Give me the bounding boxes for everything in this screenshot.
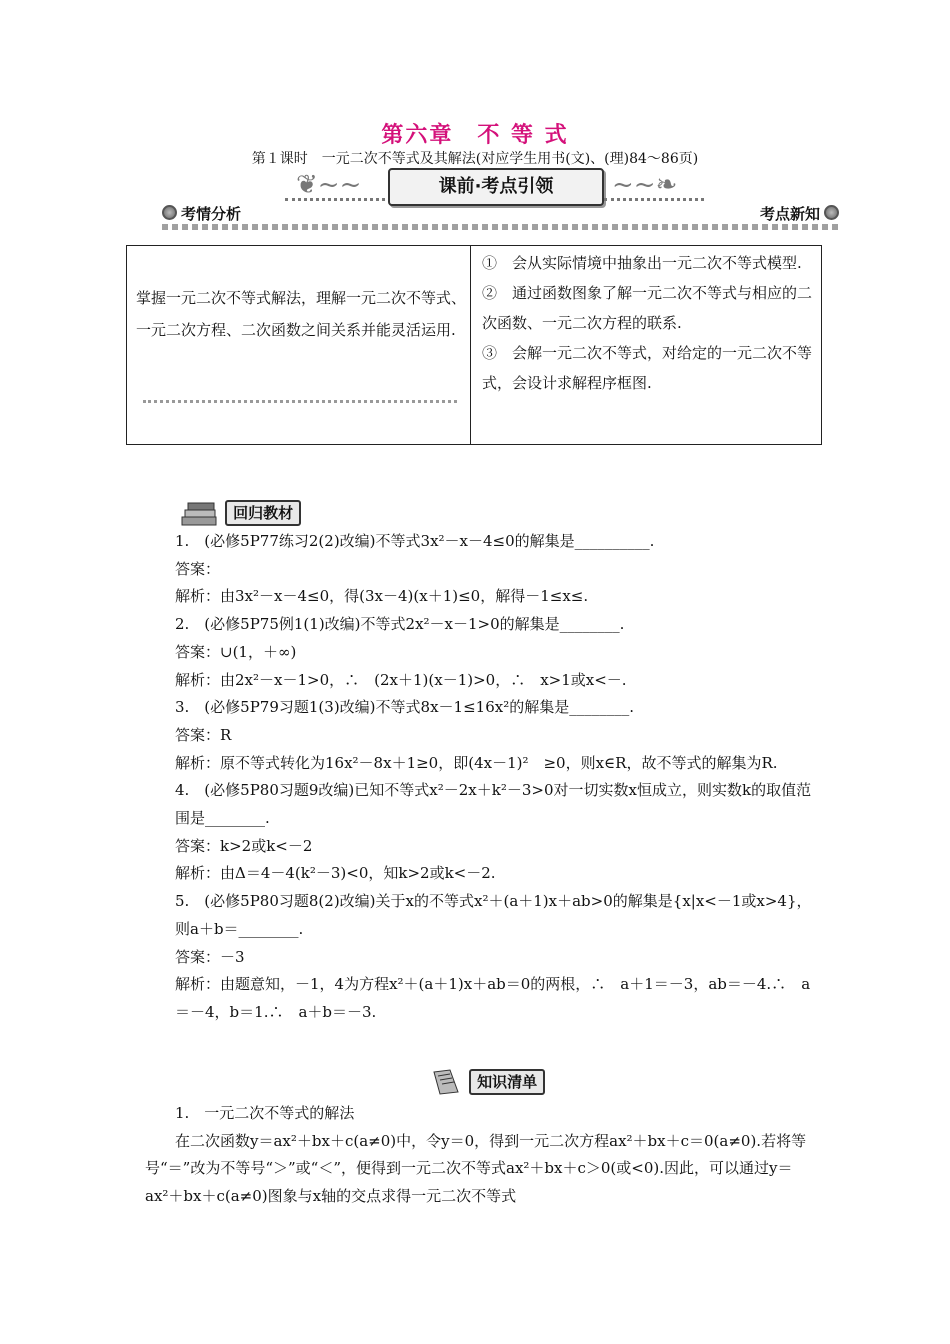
flourish-left-icon: ❦~~ <box>296 170 362 200</box>
table-divider <box>470 245 471 445</box>
knowledge-heading: 1. 一元二次不等式的解法 <box>175 1104 355 1122</box>
objective-item: ① 会从实际情境中抽象出一元二次不等式模型. <box>482 254 802 272</box>
knowledge-content <box>145 1100 813 1211</box>
answer: 答案：k>2或k<－2 <box>175 836 313 855</box>
question: 3. (必修5P79习题1(3)改编)不等式8x－1≤16x²的解集是________. <box>175 698 634 717</box>
chapter-title: 第六章 不 等 式 <box>381 123 569 148</box>
divider <box>285 198 385 201</box>
section-banner: 课前·考点引领 <box>388 168 604 206</box>
question: 2. (必修5P75例1(1)改编)不等式2x²－x－1>0的解集是________. <box>175 615 625 634</box>
new-points-tag-label: 考点新知 <box>760 205 821 223</box>
question: 4. (必修5P80习题9改编)已知不等式x²－2x＋k²－3>0对一切实数x恒成立，则实数k的取值范围是________. <box>175 781 812 828</box>
solution: 解析：由2x²－x－1>0，∴ (2x＋1)(x－1)>0，∴ x>1或x<－. <box>175 670 627 689</box>
review-label: 回归教材 <box>225 500 301 526</box>
solution: 解析：由Δ＝4－4(k²－3)<0，知k>2或k<－2. <box>175 864 496 883</box>
objective-item: ② 通过函数图象了解一元二次不等式与相应的二次函数、一元二次方程的联系. <box>482 284 813 332</box>
knowledge-header <box>430 1068 545 1096</box>
divider <box>604 198 704 201</box>
solution: 解析：原不等式转化为16x²－8x＋1≥0，即(4x－1)² ≥0，则x∈R，故不等式的解集为R. <box>175 753 778 772</box>
analysis-tag-label: 考情分析 <box>181 205 242 223</box>
objective-item: ③ 会解一元二次不等式，对给定的一元二次不等式，会设计求解程序框图. <box>482 344 813 392</box>
bullet-circle-icon <box>824 205 839 220</box>
new-points-tag <box>760 203 843 224</box>
knowledge-label: 知识清单 <box>469 1069 545 1095</box>
solution: 解析：由3x²－x－4≤0，得(3x－4)(x＋1)≤0，解得－1≤x≤. <box>175 587 589 606</box>
table-right-cell <box>482 248 818 398</box>
review-content <box>145 528 813 1027</box>
review-header <box>180 500 301 527</box>
knowledge-paragraph: 在二次函数y＝ax²＋bx＋c(a≠0)中，令y＝0，得到一元二次方程ax²＋bx＋c＝0(a≠0).若将等号“＝”改为不等号“＞”或“＜”，便得到一元二次不等式ax²＋bx＋c＞0(或<0).因此，可以通过y＝ax²＋bx＋c(a≠0)图象与x轴的交点求得一元二次不等式 <box>145 1131 807 1206</box>
lesson-subtitle: 第１课时 一元二次不等式及其解法(对应学生用书(文)、(理)84～86页) <box>251 151 699 167</box>
bullet-circle-icon <box>162 205 177 220</box>
answer: 答案：－3 <box>175 947 245 966</box>
analysis-tag <box>158 203 241 224</box>
books-icon <box>180 501 220 527</box>
flourish-right-icon: ~~❧ <box>612 170 678 200</box>
divider <box>162 224 842 230</box>
divider <box>143 400 457 403</box>
notebook-icon <box>430 1068 464 1096</box>
answer: 答案：R <box>175 725 232 744</box>
solution: 解析：由题意知，－1，4为方程x²＋(a＋1)x＋ab＝0的两根，∴ a＋1＝－3，ab＝－4.∴ a＝－4，b＝1.∴ a＋b＝－3. <box>175 975 811 1021</box>
question: 5. (必修5P80习题8(2)改编)关于x的不等式x²＋(a＋1)x＋ab>0的解集是{x|x<－1或x>4}，则a＋b＝________. <box>175 892 812 938</box>
question: 1. (必修5P77练习2(2)改编)不等式3x²－x－4≤0的解集是__________. <box>175 532 655 550</box>
table-left-cell: 掌握一元二次不等式解法，理解一元二次不等式、一元二次方程、二次函数之间关系并能灵活运用. <box>136 289 467 339</box>
answer: 答案： <box>175 559 221 578</box>
answer: 答案：∪(1，＋∞) <box>175 642 297 661</box>
